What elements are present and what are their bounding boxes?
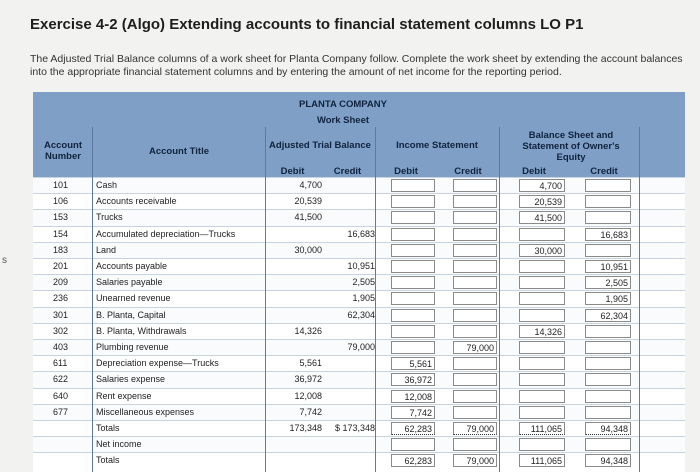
table-row (33, 355, 685, 372)
bs-cr-input[interactable]: 94,348 (585, 422, 631, 435)
table-row (33, 452, 685, 469)
account-title: Totals (96, 455, 120, 466)
sheet-title: Work Sheet (316, 115, 370, 126)
account-number: 201 (53, 261, 69, 271)
bs-dr-input[interactable] (519, 309, 565, 322)
is-cr-input[interactable] (453, 292, 497, 305)
bs-dr-input[interactable]: 20,539 (519, 195, 565, 208)
table-row (33, 193, 685, 210)
bs-cr-input[interactable]: 94,348 (585, 454, 631, 467)
table-row (33, 226, 685, 243)
atb-dr-value: 5,561 (299, 358, 322, 369)
is-cr-input[interactable] (453, 325, 497, 338)
is-dr-input[interactable]: 62,283 (391, 454, 435, 467)
account-title: Totals (96, 423, 120, 433)
account-number: 209 (53, 277, 69, 288)
bs-dr-input[interactable]: 111,065 (519, 422, 565, 435)
is-cr-input[interactable] (453, 244, 497, 257)
group-income-statement: Income Statement (396, 140, 478, 151)
work-sheet (33, 92, 685, 472)
bs-cr-input[interactable] (585, 438, 631, 451)
account-number: 611 (53, 358, 68, 369)
table-row (33, 258, 685, 275)
atb-dr-value: 7,742 (299, 406, 322, 417)
table-row (33, 436, 685, 453)
bs-cr-input[interactable]: 16,683 (585, 228, 631, 241)
atb-cr-value: $ 173,348 (334, 423, 375, 433)
bs-dr-input[interactable]: 41,500 (519, 211, 565, 224)
account-title: Accounts payable (96, 261, 168, 271)
bs-cr-input[interactable] (585, 195, 631, 208)
is-cr-input[interactable] (453, 309, 497, 322)
bs-cr-input[interactable] (585, 373, 631, 386)
is-dr-input[interactable]: 12,008 (391, 390, 435, 403)
is-dr-input[interactable] (391, 309, 435, 322)
is-dr-input[interactable] (391, 276, 435, 289)
bs-dr-input[interactable]: 111,065 (519, 454, 565, 467)
atb-dr-value: 14,326 (294, 325, 322, 336)
atb-cr-value: 1,905 (352, 293, 375, 304)
account-number: 154 (53, 228, 69, 239)
bs-dr-input[interactable]: 30,000 (519, 244, 565, 257)
is-credit-label: Credit (454, 166, 482, 177)
table-row (33, 274, 685, 291)
account-title: Depreciation expense—Trucks (96, 358, 219, 369)
is-dr-input[interactable] (391, 179, 435, 192)
atb-cr-value: 79,000 (347, 342, 375, 352)
work-sheet-header (33, 92, 685, 177)
table-row (33, 371, 685, 388)
table-row (33, 420, 685, 437)
is-cr-input[interactable] (453, 276, 497, 289)
bs-dr-input[interactable] (519, 438, 565, 451)
is-cr-input[interactable] (453, 373, 497, 386)
bs-dr-input[interactable]: 4,700 (519, 179, 565, 192)
table-row (33, 323, 685, 340)
atb-cr-value: 10,951 (347, 261, 375, 271)
table-row (33, 307, 685, 324)
bs-cr-input[interactable] (585, 406, 631, 419)
atb-dr-value: 41,500 (294, 212, 322, 223)
is-dr-input[interactable] (391, 244, 435, 257)
table-row (33, 209, 685, 226)
account-title: Land (96, 244, 117, 255)
is-dr-input[interactable] (391, 195, 435, 208)
atb-cr-value: 16,683 (347, 228, 375, 239)
atb-cr-value: 62,304 (347, 309, 375, 320)
bs-dr-input[interactable] (519, 260, 565, 273)
is-dr-input[interactable]: 62,283 (391, 422, 435, 435)
account-number: 106 (53, 196, 69, 207)
is-dr-input[interactable]: 5,561 (391, 357, 435, 370)
is-cr-input[interactable] (453, 260, 497, 273)
bs-dr-input[interactable] (519, 276, 565, 289)
bs-cr-input[interactable]: 2,505 (585, 276, 631, 289)
account-title: Plumbing revenue (96, 342, 169, 352)
account-title: Salaries payable (96, 277, 163, 288)
is-dr-input[interactable] (391, 341, 435, 354)
atb-cr-value: 2,505 (352, 277, 375, 288)
bs-debit-label: Debit (522, 166, 546, 177)
account-title: Net income (96, 439, 142, 450)
bs-cr-input[interactable] (585, 325, 631, 338)
table-row (33, 404, 685, 421)
bs-dr-input[interactable] (519, 373, 565, 386)
is-dr-input[interactable]: 7,742 (391, 406, 435, 419)
instructions: The Adjusted Trial Balance columns of a work sheet for Planta Company follow. Complete the work sheet by extending the account balances into the appropriate financial statement columns and by entering the amount of net income for the reporting period. (30, 53, 683, 78)
col-account-number: Account Number (44, 140, 82, 162)
is-cr-input[interactable] (453, 195, 497, 208)
account-number: 677 (53, 406, 69, 417)
account-number: 403 (53, 342, 69, 352)
bs-cr-input[interactable] (585, 357, 631, 370)
account-number: 622 (53, 374, 69, 385)
bs-cr-input[interactable]: 1,905 (585, 292, 631, 305)
bs-cr-input[interactable]: 62,304 (585, 309, 631, 322)
is-cr-input[interactable] (453, 390, 497, 403)
is-cr-input[interactable]: 79,000 (453, 454, 497, 467)
bs-dr-input[interactable] (519, 390, 565, 403)
is-dr-input[interactable] (391, 260, 435, 273)
table-row (33, 177, 685, 194)
is-dr-input[interactable] (391, 211, 435, 224)
bs-dr-input[interactable] (519, 341, 565, 354)
account-number: 153 (53, 212, 69, 223)
account-number: 301 (53, 309, 69, 320)
bs-cr-input[interactable] (585, 179, 631, 192)
col-account-title: Account Title (149, 146, 209, 157)
bs-cr-input[interactable]: 10,951 (585, 260, 631, 273)
bs-dr-input[interactable] (519, 357, 565, 370)
exercise-title: Exercise 4-2 (Algo) Extending accounts to financial statement columns LO P1 (30, 16, 584, 33)
account-title: Accumulated depreciation—Trucks (96, 228, 236, 239)
atb-dr-value: 4,700 (299, 180, 322, 190)
account-title: Trucks (96, 212, 123, 223)
table-row (33, 339, 685, 356)
account-title: Miscellaneous expenses (96, 406, 195, 417)
bs-dr-input[interactable] (519, 228, 565, 241)
is-dr-input[interactable]: 36,972 (391, 373, 435, 386)
is-cr-input[interactable] (453, 211, 497, 224)
is-cr-input[interactable] (453, 406, 497, 419)
is-dr-input[interactable] (391, 325, 435, 338)
is-cr-input[interactable] (453, 179, 497, 192)
account-title: Rent expense (96, 390, 152, 401)
account-title: Salaries expense (96, 374, 166, 385)
group-balance-sheet: Balance Sheet and Statement of Owner's Equity (522, 130, 620, 163)
atb-dr-value: 36,972 (294, 374, 322, 385)
side-mark: s (2, 255, 7, 266)
bs-dr-input[interactable]: 14,326 (519, 325, 565, 338)
company-name: PLANTA COMPANY (299, 99, 387, 110)
table-row (33, 290, 685, 307)
is-dr-input[interactable] (391, 228, 435, 241)
account-number: 302 (53, 325, 69, 336)
table-row (33, 388, 685, 405)
group-adjusted-trial-balance: Adjusted Trial Balance (269, 140, 371, 151)
bs-cr-input[interactable] (585, 390, 631, 403)
atb-debit-label: Debit (280, 166, 305, 177)
is-dr-input[interactable] (391, 438, 435, 451)
table-row (33, 242, 685, 259)
account-title: B. Planta, Withdrawals (96, 325, 187, 336)
is-cr-input[interactable] (453, 438, 497, 451)
is-debit-label: Debit (394, 166, 418, 177)
bs-credit-label: Credit (590, 166, 618, 177)
is-cr-input[interactable] (453, 228, 497, 241)
is-cr-input[interactable] (453, 357, 497, 370)
bs-cr-input[interactable] (585, 341, 631, 354)
bs-dr-input[interactable] (519, 292, 565, 305)
account-title: Unearned revenue (96, 293, 171, 304)
is-cr-input[interactable]: 79,000 (453, 341, 497, 354)
account-number: 236 (53, 293, 69, 304)
is-dr-input[interactable] (391, 292, 435, 305)
atb-dr-value: 12,008 (294, 390, 322, 401)
account-title: Accounts receivable (96, 196, 177, 207)
account-number: 101 (53, 180, 69, 190)
atb-credit-label: Credit (333, 166, 362, 177)
bs-cr-input[interactable] (585, 244, 631, 257)
atb-dr-value: 30,000 (294, 244, 322, 255)
bs-cr-input[interactable] (585, 211, 631, 224)
account-number: 640 (53, 390, 69, 401)
atb-dr-value: 20,539 (294, 196, 322, 207)
bs-dr-input[interactable] (519, 406, 565, 419)
account-number: 183 (53, 244, 69, 255)
is-cr-input[interactable]: 79,000 (453, 422, 497, 435)
account-title: Cash (96, 180, 118, 190)
atb-dr-value: 173,348 (289, 423, 322, 433)
account-title: B. Planta, Capital (96, 309, 166, 320)
